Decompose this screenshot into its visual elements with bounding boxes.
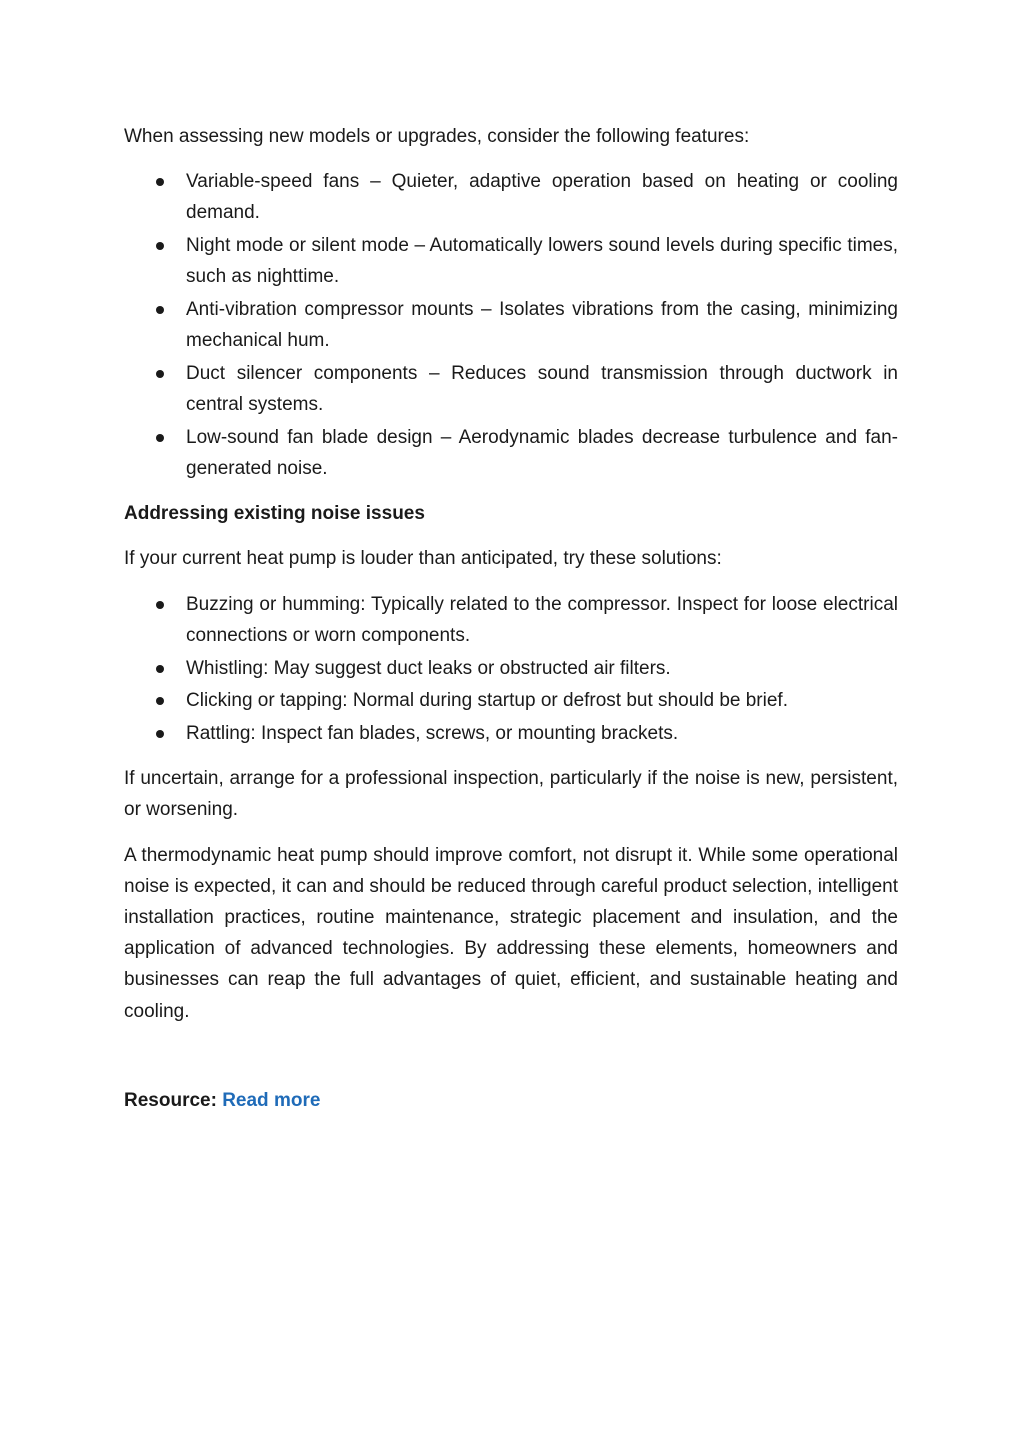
section-heading: Addressing existing noise issues — [124, 503, 425, 525]
bullet-icon — [156, 306, 164, 314]
conclusion-paragraph: A thermodynamic heat pump should improve comfort, not disrupt it. While some operational noise is expected, it can and should be reduced through careful product selection, intelligent installation practices, routine maintenance, strategic placement and insulation, and the application of advanced technologies. By addressing these elements, homeowners and businesses can reap the full advantages of quiet, efficient, and sustainable heating and cooling. — [124, 844, 898, 1022]
list-item — [124, 422, 898, 484]
bullet-icon — [156, 370, 164, 378]
list-item — [124, 358, 898, 420]
resource-line — [124, 1085, 898, 1116]
feature-text: Night mode or silent mode – Automatically lowers sound levels during specific times, such as nighttime. — [186, 235, 898, 288]
bullet-icon — [156, 697, 164, 705]
solution-text: Clicking or tapping: Normal during startup or defrost but should be brief. — [186, 690, 788, 712]
bullet-icon — [156, 434, 164, 442]
solutions-list — [124, 589, 898, 750]
bullet-icon — [156, 178, 164, 186]
feature-text: Low-sound fan blade design – Aerodynamic blades decrease turbulence and fan-generated noise. — [186, 426, 898, 480]
read-more-link[interactable]: Read more — [222, 1089, 321, 1111]
feature-text: Variable-speed fans – Quieter, adaptive operation based on heating or cooling demand. — [186, 171, 898, 224]
solution-text: Rattling: Inspect fan blades, screws, or mounting brackets. — [186, 722, 679, 744]
bullet-icon — [156, 730, 164, 738]
bullet-icon — [156, 665, 164, 673]
list-item — [124, 589, 898, 651]
list-item — [124, 166, 898, 228]
list-item — [124, 718, 898, 749]
document-page — [124, 121, 898, 1116]
solution-text: Buzzing or humming: Typically related to the compressor. Inspect for loose electrical connections or worn components. — [186, 593, 898, 646]
feature-text: Anti-vibration compressor mounts – Isolates vibrations from the casing, minimizing mechanical hum. — [186, 299, 898, 352]
list-item — [124, 230, 898, 292]
list-item — [124, 294, 898, 356]
features-list — [124, 166, 898, 484]
list-item — [124, 685, 898, 716]
bullet-icon — [156, 601, 164, 609]
feature-text: Duct silencer components – Reduces sound transmission through ductwork in central systems. — [186, 362, 898, 416]
uncertain-paragraph: If uncertain, arrange for a professional inspection, particularly if the noise is new, persistent, or worsening. — [124, 768, 898, 821]
features-intro: When assessing new models or upgrades, consider the following features: — [124, 126, 750, 147]
solution-text: Whistling: May suggest duct leaks or obstructed air filters. — [186, 657, 671, 679]
list-item — [124, 653, 898, 684]
resource-label: Resource: — [124, 1089, 223, 1111]
bullet-icon — [156, 242, 164, 250]
solutions-intro: If your current heat pump is louder than anticipated, try these solutions: — [124, 548, 722, 570]
